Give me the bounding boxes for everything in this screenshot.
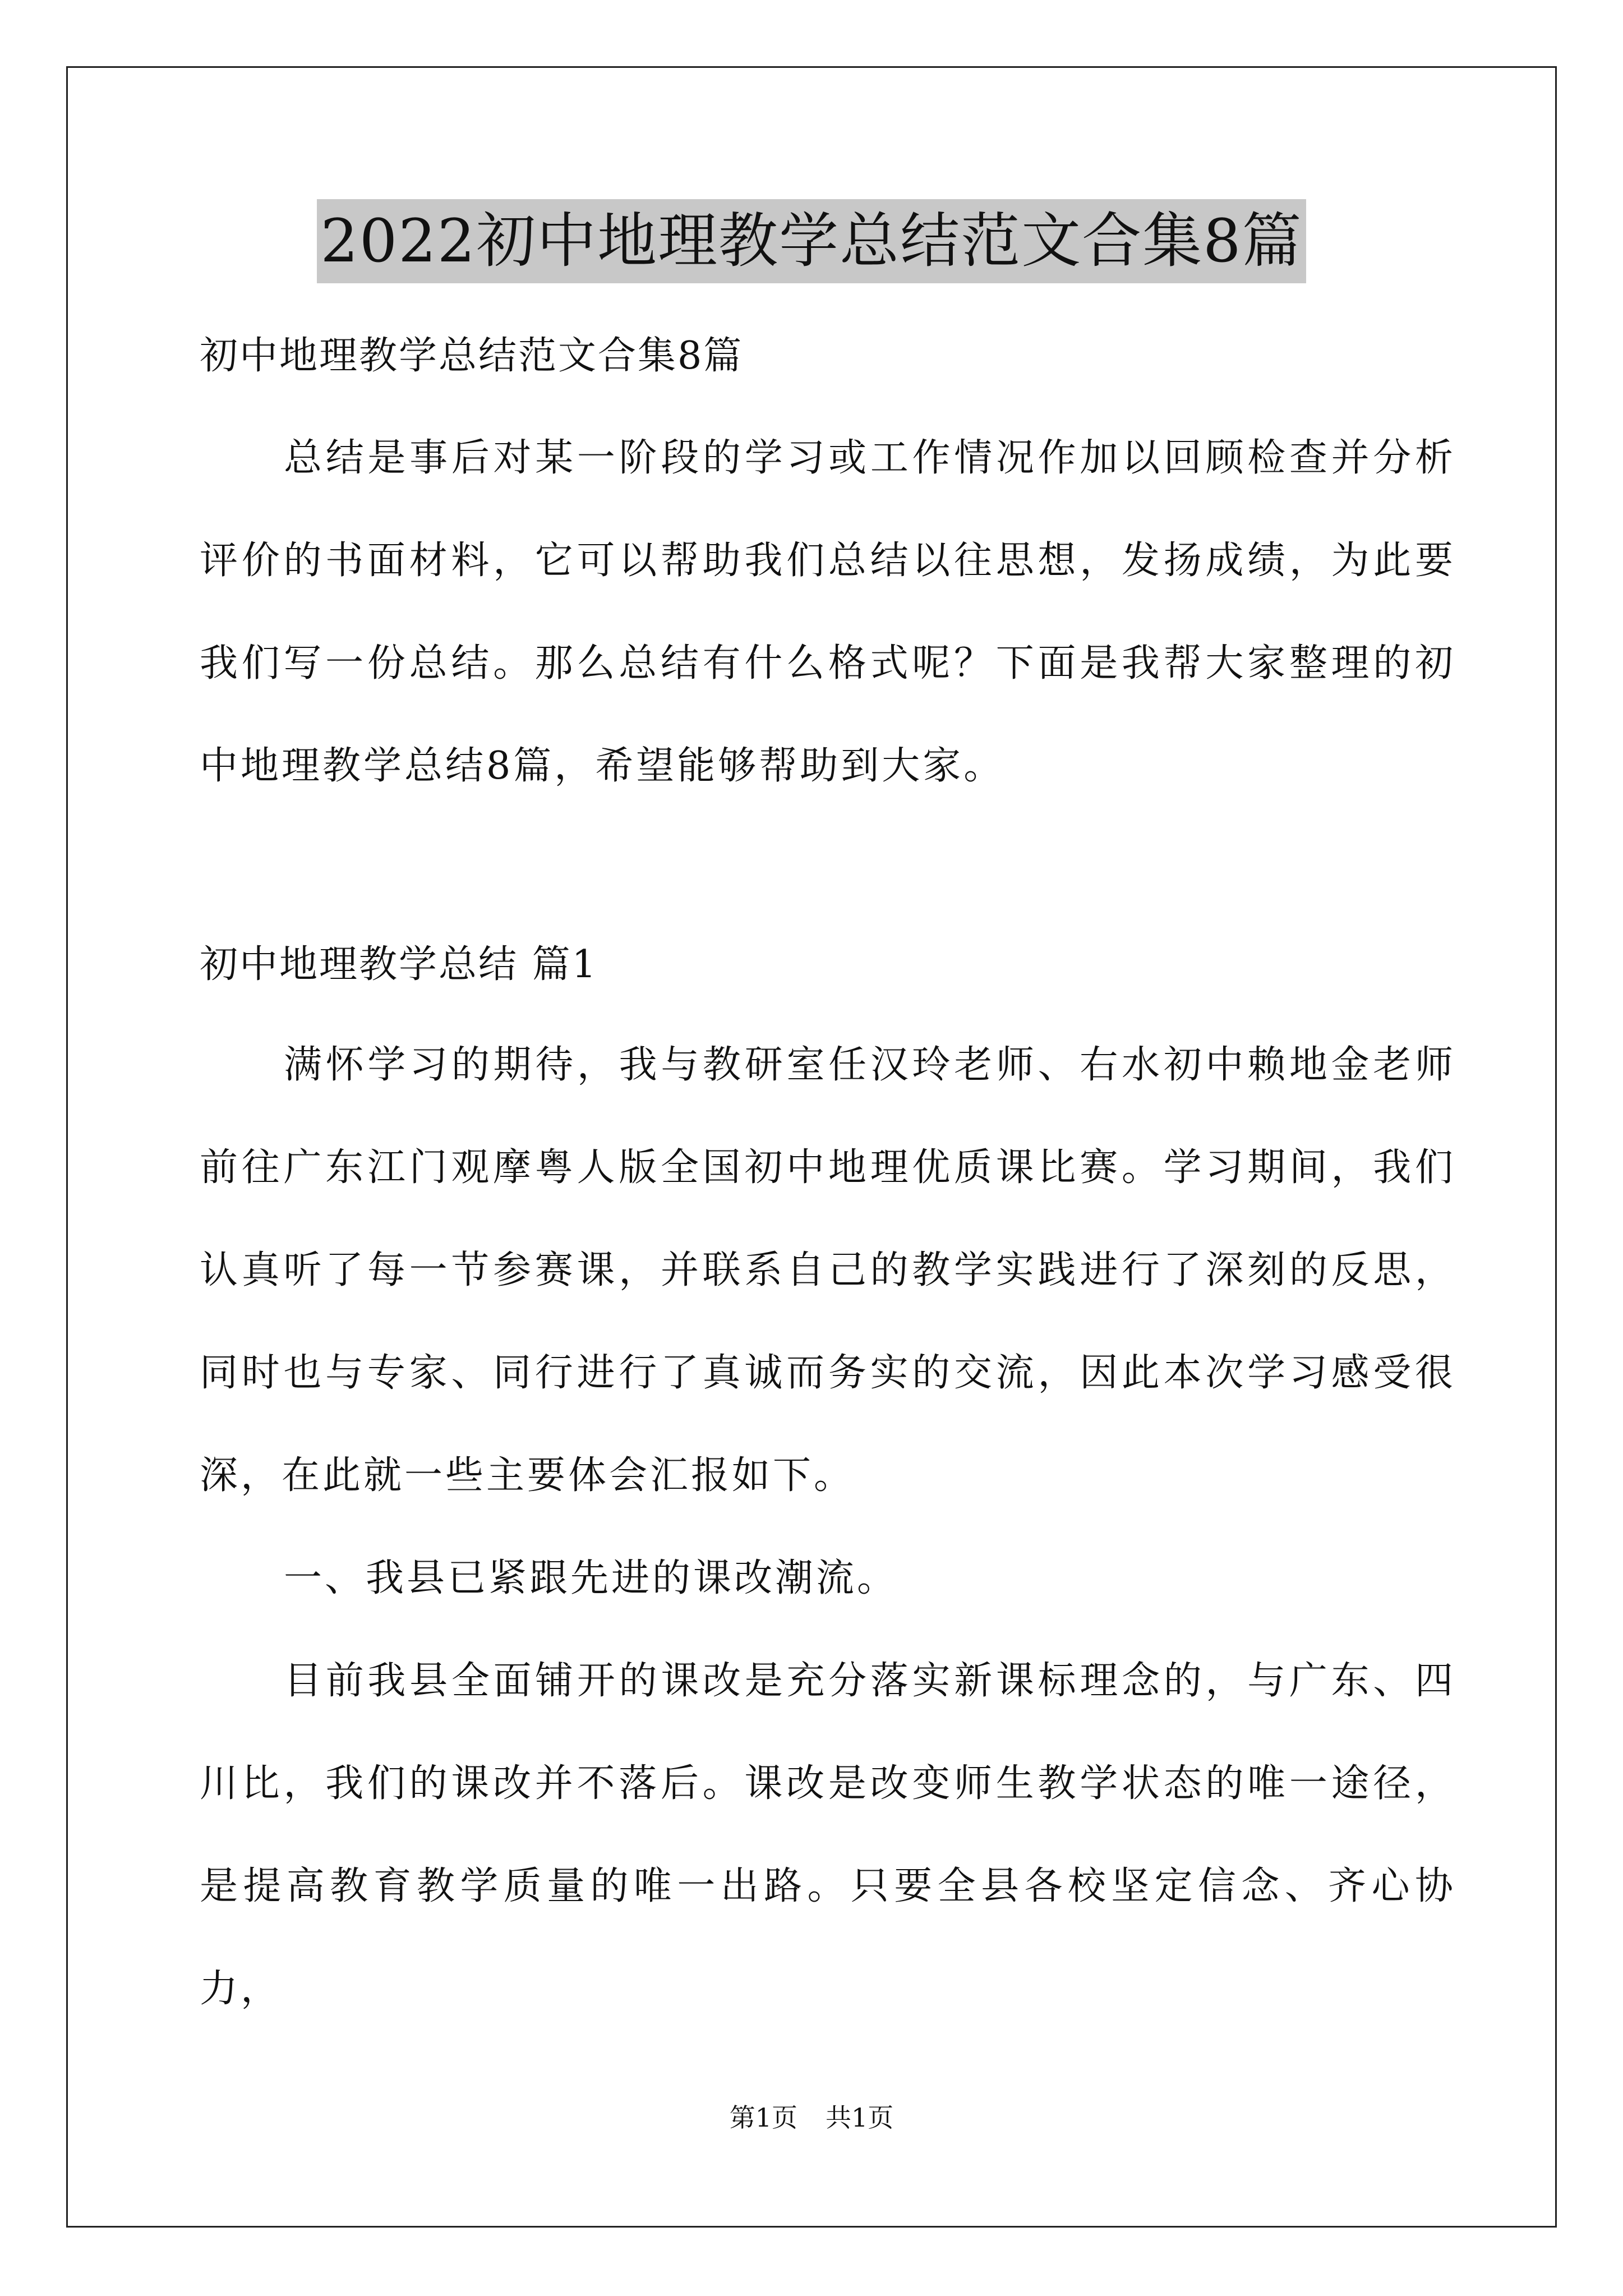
section-heading: 初中地理教学总结 篇1 — [200, 942, 598, 987]
page-total-label: 共1页 — [826, 2102, 894, 2133]
section-paragraph-2: 一、我县已紧跟先进的课改潮流。 — [284, 1556, 898, 1600]
intro-paragraph: 总结是事后对某一阶段的学习或工作情况作加以回顾检查并分析评价的书面材料，它可以帮助我们总结以往思想，发扬成绩，为此要我们写一份总结。那么总结有什么格式呢？下面是我帮大家整理的初中地理教学总结8篇，希望能够帮助到大家。 — [200, 436, 1456, 788]
document-title: 2022初中地理教学总结范文合集8篇 — [317, 199, 1306, 283]
page-number-label: 第1页 — [729, 2102, 797, 2133]
section-paragraph-1: 满怀学习的期待，我与教研室任汉玲老师、右水初中赖地金老师前往广东江门观摩粤人版全国初中地理优质课比赛。学习期间，我们认真听了每一节参赛课，并联系自己的教学实践进行了深刻的反思，同时也与专家、同行进行了真诚而务实的交流，因此本次学习感受很深，在此就一些主要体会汇报如下。 — [200, 1043, 1456, 1498]
title-block — [0, 199, 1623, 283]
page-footer — [0, 2101, 1623, 2134]
section-paragraph-3: 目前我县全面铺开的课改是充分落实新课标理念的，与广东、四川比，我们的课改并不落后。课改是改变师生教学状态的唯一途径，是提高教育教学质量的唯一出路。只要全县各校坚定信念、齐心协力， — [200, 1659, 1456, 2011]
section-spacer — [200, 817, 1456, 915]
document-subtitle: 初中地理教学总结范文合集8篇 — [200, 334, 744, 378]
document-body — [200, 306, 1456, 2040]
